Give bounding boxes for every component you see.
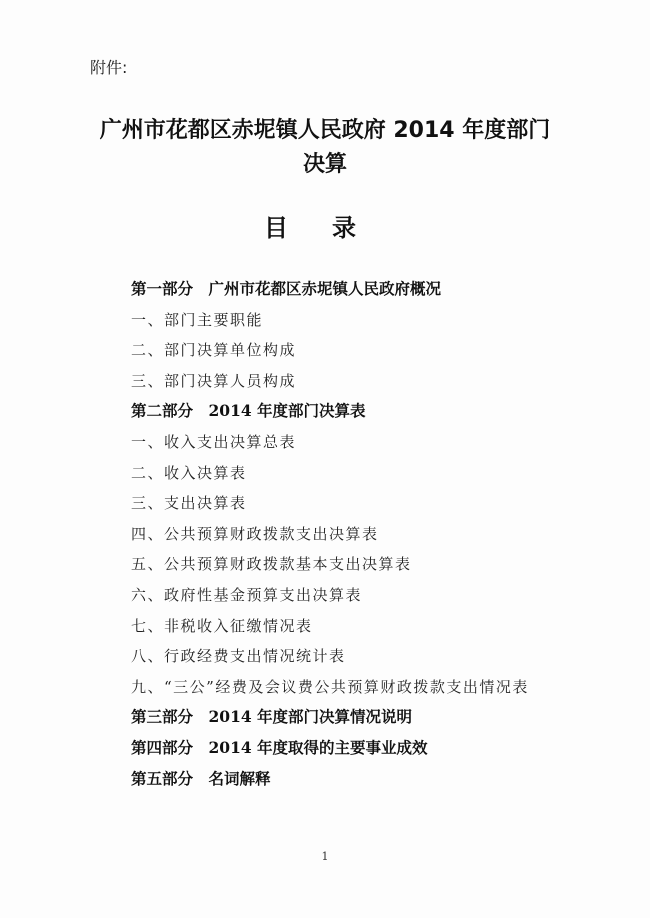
attachment-label: 附件: xyxy=(90,58,128,77)
toc-item: 二、收入决算表 xyxy=(131,463,247,482)
toc-part-2: 第二部分 2014 年度部门决算表 xyxy=(131,401,366,421)
toc-part-4: 第四部分 2014 年度取得的主要事业成效 xyxy=(131,737,428,757)
page-number: 1 xyxy=(321,850,329,863)
toc-item: 三、部门决算人员构成 xyxy=(131,371,297,390)
toc-item: 七、非税收入征缴情况表 xyxy=(131,616,313,635)
toc-item: 三、支出决算表 xyxy=(131,494,247,513)
toc-part-1: 第一部分 广州市花都区赤坭镇人民政府概况 xyxy=(131,279,442,298)
document-title-line-1: 广州市花都区赤坭镇人民政府 2014 年度部门 xyxy=(99,118,551,143)
toc-part-5: 第五部分 名词解释 xyxy=(131,768,271,788)
toc-item: 九、“三公”经费及会议费公共预算财政拨款支出情况表 xyxy=(131,677,529,696)
document-title-line-2: 决算 xyxy=(302,152,347,177)
toc-item: 二、部门决算单位构成 xyxy=(131,341,297,360)
toc-item: 四、公共预算财政拨款支出决算表 xyxy=(131,524,379,543)
toc-part-3: 第三部分 2014 年度部门决算情况说明 xyxy=(131,707,413,727)
toc-item: 八、行政经费支出情况统计表 xyxy=(131,647,346,666)
toc-item: 一、部门主要职能 xyxy=(131,310,264,329)
toc-item: 一、收入支出决算总表 xyxy=(131,432,297,451)
toc-item: 六、政府性基金预算支出决算表 xyxy=(131,585,363,604)
toc-heading: 目录 xyxy=(264,214,400,242)
table-of-contents xyxy=(131,274,611,794)
toc-item: 五、公共预算财政拨款基本支出决算表 xyxy=(131,555,412,574)
